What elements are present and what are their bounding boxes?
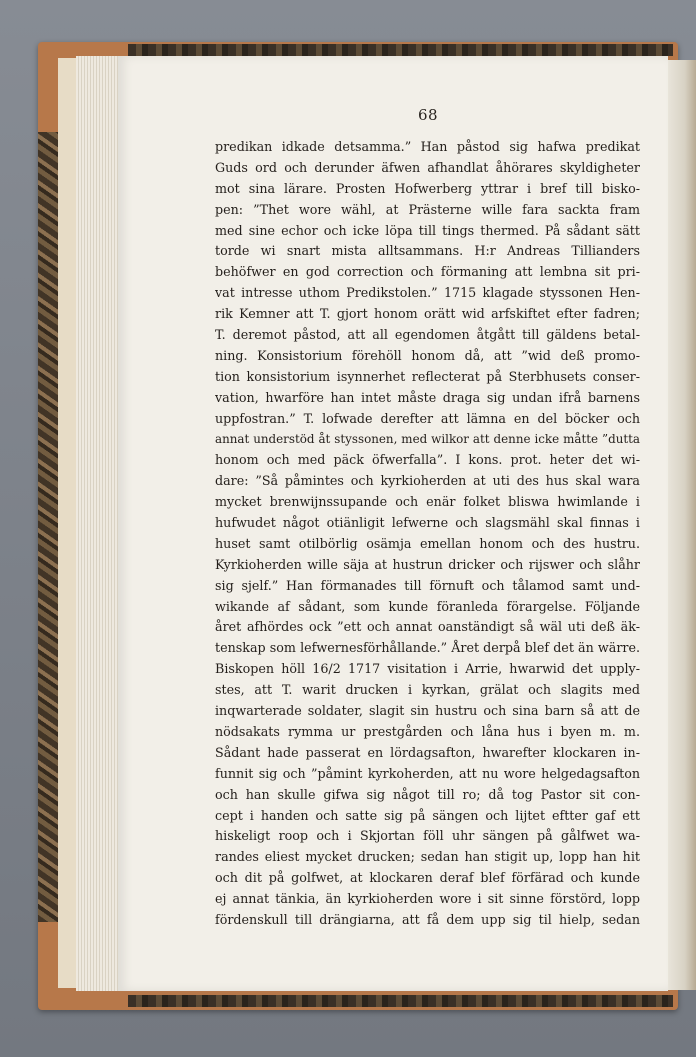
- text-line: randes eliest mycket drucken; sedan han stigit up, lopp han hit: [215, 849, 640, 865]
- text-line: året afhördes ock ”ett och annat oanständigt så wäl uti deß äk-: [215, 619, 640, 635]
- page-edges: [76, 56, 121, 991]
- text-line: wikande af sådant, som kunde föranleda förargelse. Följande: [215, 598, 640, 614]
- text-line: Kyrkioherden wille säja at hustrun dricker och rijswer och slåhr: [215, 556, 640, 572]
- text-line: mot sina lärare. Prosten Hofwerberg yttrar i bref till bisko-: [215, 180, 640, 196]
- text-line: sig sjelf.” Han förmanades till förnuft och tålamod samt und-: [215, 577, 640, 593]
- text-line: hiskeligt roop och i Skjortan föll uhr sängen på gålfwet wa-: [215, 828, 640, 844]
- text-line: ej annat tänkia, än kyrkioherden wore i sit sinne förstörd, lopp: [215, 891, 640, 907]
- marbled-edge-bottom: [128, 995, 673, 1007]
- text-line: dare: ”Så påmintes och kyrkioherden at uti des hus skal wara: [215, 473, 640, 489]
- marbled-edge-top: [128, 44, 673, 56]
- text-line: annat understöd åt styssonen, med wilkor att denne icke måtte ”dutta: [215, 432, 640, 447]
- page-text: [215, 137, 640, 931]
- text-line: T. deremot påstod, att all egendomen åtgått till gäldens betal-: [215, 327, 640, 343]
- text-line: ning. Konsistorium förehöll honom då, att ”wid deß promo-: [215, 347, 640, 363]
- text-line: inqwarterade soldater, slagit sin hustru och sina barn så att de: [215, 703, 640, 719]
- text-line: nödsakats rymma ur prestgården och låna hus i byen m. m.: [215, 723, 640, 739]
- text-line: och han skulle gifwa sig något till ro; då tog Pastor sit con-: [215, 786, 640, 802]
- text-line: Biskopen höll 16/2 1717 visitation i Arrie, hwarwid det upply-: [215, 661, 640, 677]
- text-line: behöfwer en god correction och förmaning att lembna sit pri-: [215, 264, 640, 280]
- text-line: vat intresse uthom Predikstolen.” 1715 klagade styssonen Hen-: [215, 285, 640, 301]
- text-line: tion konsistorium isynnerhet reflecterat på Sterbhusets conser-: [215, 368, 640, 384]
- text-line: vation, hwarföre han intet måste draga sig undan ifrå barnens: [215, 389, 640, 405]
- text-line: rik Kemner att T. gjort honom orätt wid arfskiftet efter fadren;: [215, 306, 640, 322]
- page-number: 68: [417, 106, 439, 124]
- text-line: funnit sig och ”påmint kyrkoherden, att nu wore helgedagsafton: [215, 765, 640, 781]
- text-line: mycket brenwijnssupande och enär folket bliswa hwimlande i: [215, 494, 640, 510]
- text-line: cept i handen och satte sig på sängen och lijtet eftter gaf ett: [215, 807, 640, 823]
- text-line: och dit på golfwet, at klockaren deraf blef förfärad och kunde: [215, 870, 640, 886]
- text-line: uppfostran.” T. lofwade derefter att lämna en del böcker och: [215, 410, 640, 426]
- text-line: hufwudet något otiänligit lefwerne och slagsmähl skal finnas i: [215, 515, 640, 531]
- text-line: Sådant hade passerat en lördagsafton, hwarefter klockaren in-: [215, 744, 640, 760]
- text-line: tenskap som lefwernesförhållande.” Året derpå blef det än wärre.: [215, 640, 640, 656]
- text-line: Guds ord och derunder äfwen afhandlat åhörares skyldigheter: [215, 159, 640, 175]
- text-line: fördenskull till drängiarna, att få dem upp sig til hielp, sedan: [215, 911, 640, 927]
- text-line: pen: ”Thet wore wähl, at Prästerne wille fara sackta fram: [215, 201, 640, 217]
- text-line: med sine echor och icke löpa till tings thermed. På sådant sätt: [215, 222, 640, 238]
- text-line: huset samt otilbörlig osämja emellan honom och des hustru.: [215, 535, 640, 551]
- text-line: honom och med päck öfwerfalla”. I kons. prot. heter det wi-: [215, 452, 640, 468]
- text-line: predikan idkade detsamma.” Han påstod sig hafwa predikat: [215, 139, 640, 154]
- text-line: stes, att T. warit drucken i kyrkan, grälat och slagits med: [215, 682, 640, 698]
- right-page-edge: [668, 60, 696, 990]
- text-line: torde wi snart mista alltsammans. H:r Andreas Tillianders: [215, 243, 640, 259]
